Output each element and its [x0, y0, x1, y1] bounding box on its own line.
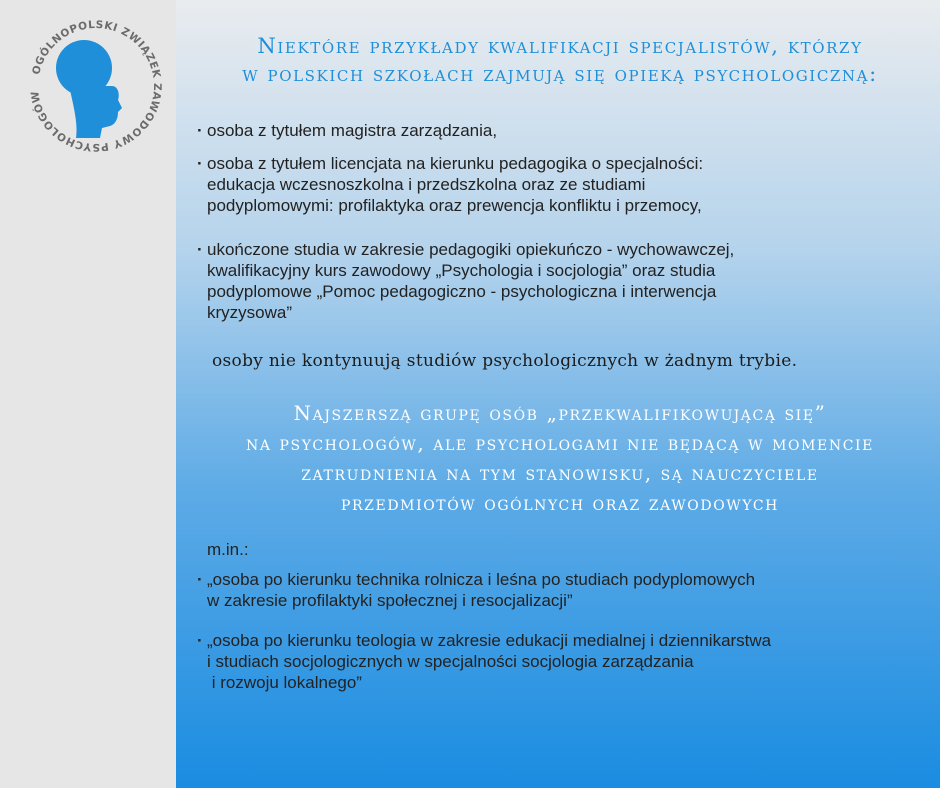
bullet-line: osoba z tytułem licencjata na kierunku pedagogika o specjalności:: [207, 154, 704, 173]
bullet-line: podyplomowymi: profilaktyka oraz prewencja konfliktu i przemocy,: [207, 196, 702, 215]
bullet-dot: ·: [197, 154, 203, 173]
heading-top: [200, 32, 920, 88]
bullet-line: kryzysowa”: [207, 303, 293, 322]
note-text: osoby nie kontynuują studiów psychologicznych w żadnym trybie.: [212, 351, 798, 371]
bullet-line: „osoba po kierunku technika rolnicza i leśna po studiach podyplomowych: [207, 570, 756, 589]
bullet-line: kwalifikacyjny kurs zawodowy „Psychologia i socjologia” oraz studia: [207, 261, 716, 280]
bullet-line: edukacja wczesnoszkolna i przedszkolna oraz ze studiami: [207, 175, 646, 194]
logo: [26, 16, 166, 156]
head-silhouette-icon: [56, 40, 122, 138]
bullet-line: podyplomowe „Pomoc pedagogiczno - psychologiczna i interwencja: [207, 282, 717, 301]
bullet-line: w zakresie profilaktyki społecznej i resocjalizacji”: [207, 591, 573, 610]
heading-line: Niektóre przykłady kwalifikacji specjalistów, którzy: [257, 34, 863, 58]
heading-line: w polskich szkołach zajmują się opieką psychologiczną:: [242, 62, 878, 86]
bullet-dot: ·: [197, 570, 203, 589]
bullet-line: ukończone studia w zakresie pedagogiki opiekuńczo - wychowawczej,: [207, 240, 735, 259]
heading-middle: [190, 398, 930, 518]
bullet-line: i rozwoju lokalnego”: [207, 673, 362, 692]
heading-line: na psychologów, ale psychologami nie będącą w momencie: [246, 431, 874, 455]
bullet-line: i studiach socjologicznych w specjalności socjologia zarządzania: [207, 652, 694, 671]
bullet-line: osoba z tytułem magistra zarządzania,: [207, 121, 498, 140]
heading-line: Najszerszą grupę osób „przekwalifikowującą się”: [293, 401, 827, 425]
heading-line: zatrudnienia na tym stanowisku, są nauczyciele: [301, 461, 819, 485]
min-label: m.in.:: [207, 540, 249, 559]
logo-ring-text: OGÓLNOPOLSKI ZWIĄZEK ZAWODOWY PSYCHOLOGÓW: [28, 18, 164, 154]
bullet-dot: ·: [197, 240, 203, 259]
bullet-dot: ·: [197, 121, 203, 140]
bullet-dot: ·: [197, 631, 203, 650]
bullet-line: „osoba po kierunku teologia w zakresie edukacji medialnej i dziennikarstwa: [207, 631, 772, 650]
heading-line: przedmiotów ogólnych oraz zawodowych: [341, 491, 779, 515]
